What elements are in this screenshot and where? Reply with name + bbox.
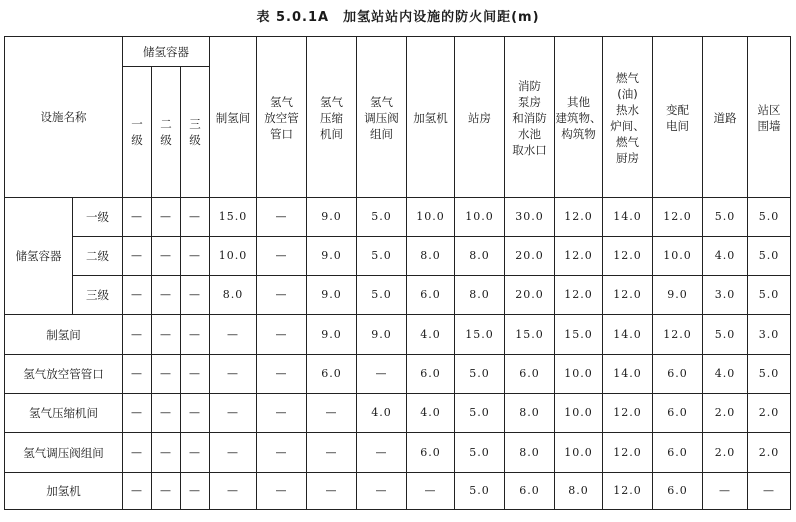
table-cell: 9.0 — [653, 276, 703, 315]
storage-group-header: 储氢容器 — [123, 37, 210, 67]
table-cell: — — [257, 198, 307, 237]
table-cell: 6.0 — [653, 394, 703, 433]
table-cell: — — [181, 315, 210, 355]
table-cell: 9.0 — [307, 237, 357, 276]
table-cell: 5.0 — [748, 276, 791, 315]
table-cell: — — [703, 473, 748, 510]
table-row — [5, 315, 791, 355]
table-cell: — — [152, 394, 181, 433]
table-cell: 10.0 — [653, 237, 703, 276]
table-cell: 5.0 — [703, 315, 748, 355]
table-cell: 4.0 — [357, 394, 407, 433]
table-cell: 4.0 — [703, 355, 748, 394]
table-cell: — — [748, 473, 791, 510]
table-cell: 14.0 — [603, 198, 653, 237]
table-cell: 9.0 — [307, 276, 357, 315]
table-cell: — — [407, 473, 455, 510]
table-cell: — — [257, 276, 307, 315]
table-row — [5, 355, 791, 394]
table-cell: 10.0 — [555, 394, 603, 433]
table-cell: 8.0 — [210, 276, 257, 315]
table-cell: — — [123, 355, 152, 394]
table-cell: — — [181, 276, 210, 315]
table-cell: — — [257, 315, 307, 355]
table-cell: 2.0 — [748, 433, 791, 473]
table-cell: 6.0 — [407, 276, 455, 315]
table-cell: 5.0 — [357, 198, 407, 237]
table-cell: 3.0 — [748, 315, 791, 355]
table-cell: 10.0 — [407, 198, 455, 237]
table-cell: — — [257, 473, 307, 510]
table-cell: 9.0 — [357, 315, 407, 355]
row-label: 制氢间 — [5, 315, 123, 355]
table-cell: 5.0 — [455, 433, 505, 473]
table-cell: — — [123, 237, 152, 276]
column-header: 站房 — [455, 37, 505, 198]
table-cell: 5.0 — [748, 355, 791, 394]
table-cell: 6.0 — [653, 355, 703, 394]
table-cell: 6.0 — [505, 355, 555, 394]
table-cell: — — [152, 315, 181, 355]
row-label: 一级 — [73, 198, 123, 237]
table-cell: — — [181, 433, 210, 473]
facility-name-header: 设施名称 — [5, 37, 123, 198]
table-row — [5, 433, 791, 473]
table-cell: 9.0 — [307, 198, 357, 237]
row-label: 氢气放空管管口 — [5, 355, 123, 394]
table-cell: 12.0 — [603, 394, 653, 433]
column-header: 加氢机 — [407, 37, 455, 198]
table-cell: 14.0 — [603, 355, 653, 394]
table-cell: — — [181, 198, 210, 237]
storage-row-label: 储氢容器 — [5, 198, 73, 315]
table-cell: 8.0 — [455, 237, 505, 276]
table-cell: — — [181, 394, 210, 433]
table-cell: — — [152, 276, 181, 315]
table-cell: 14.0 — [603, 315, 653, 355]
table-row — [5, 394, 791, 433]
row-label: 氢气调压阀组间 — [5, 433, 123, 473]
table-cell: 15.0 — [210, 198, 257, 237]
table-cell: — — [257, 433, 307, 473]
column-header: 氢气 压缩 机间 — [307, 37, 357, 198]
column-header: 燃气 (油) 热水 炉间、 燃气 厨房 — [603, 37, 653, 198]
table-cell: 30.0 — [505, 198, 555, 237]
table-cell: 6.0 — [407, 355, 455, 394]
table-cell: — — [210, 473, 257, 510]
table-cell: 5.0 — [357, 237, 407, 276]
row-label: 加氢机 — [5, 473, 123, 510]
table-row — [5, 237, 791, 276]
table-cell: 6.0 — [407, 433, 455, 473]
row-label: 二级 — [73, 237, 123, 276]
table-cell: 2.0 — [703, 394, 748, 433]
table-cell: — — [152, 198, 181, 237]
table-cell: 10.0 — [210, 237, 257, 276]
table-cell: 3.0 — [703, 276, 748, 315]
table-cell: 8.0 — [505, 394, 555, 433]
grade-header: 一 级 — [123, 67, 152, 198]
table-cell: — — [307, 394, 357, 433]
table-cell: 5.0 — [748, 237, 791, 276]
table-cell: 10.0 — [455, 198, 505, 237]
table-cell: 15.0 — [555, 315, 603, 355]
table-cell: 12.0 — [603, 433, 653, 473]
table-cell: — — [210, 394, 257, 433]
table-cell: — — [181, 355, 210, 394]
table-row — [5, 276, 791, 315]
column-header: 道路 — [703, 37, 748, 198]
column-header: 其他 建筑物、 构筑物 — [555, 37, 603, 198]
column-header: 制氢间 — [210, 37, 257, 198]
table-cell: 6.0 — [653, 473, 703, 510]
grade-header: 三 级 — [181, 67, 210, 198]
table-cell: 8.0 — [407, 237, 455, 276]
table-cell: 4.0 — [407, 315, 455, 355]
column-header: 变配 电间 — [653, 37, 703, 198]
table-cell: 12.0 — [603, 276, 653, 315]
table-cell: 8.0 — [455, 276, 505, 315]
table-cell: — — [152, 237, 181, 276]
table-cell: 12.0 — [653, 198, 703, 237]
table-cell: — — [152, 355, 181, 394]
table-cell: — — [357, 433, 407, 473]
table-cell: — — [307, 473, 357, 510]
table-row — [5, 198, 791, 237]
table-cell: 12.0 — [555, 198, 603, 237]
table-cell: 6.0 — [307, 355, 357, 394]
column-header: 站区 围墙 — [748, 37, 791, 198]
table-cell: 5.0 — [703, 198, 748, 237]
table-cell: 12.0 — [603, 473, 653, 510]
table-cell: — — [257, 237, 307, 276]
grade-header: 二 级 — [152, 67, 181, 198]
table-cell: — — [123, 433, 152, 473]
table-cell: 10.0 — [555, 433, 603, 473]
table-cell: 8.0 — [505, 433, 555, 473]
row-label: 氢气压缩机间 — [5, 394, 123, 433]
column-header: 氢气 调压阀 组间 — [357, 37, 407, 198]
table-cell: 15.0 — [505, 315, 555, 355]
table-cell: — — [181, 473, 210, 510]
table-cell: 6.0 — [505, 473, 555, 510]
table-cell: 6.0 — [653, 433, 703, 473]
fire-distance-table — [4, 36, 791, 510]
table-cell: — — [181, 237, 210, 276]
header-row-1 — [5, 37, 791, 67]
table-cell: 5.0 — [357, 276, 407, 315]
table-cell: 5.0 — [455, 394, 505, 433]
table-cell: — — [123, 473, 152, 510]
table-cell: — — [257, 355, 307, 394]
column-header: 消防 泵房 和消防 水池 取水口 — [505, 37, 555, 198]
table-cell: 9.0 — [307, 315, 357, 355]
table-cell: — — [210, 355, 257, 394]
table-cell: — — [357, 355, 407, 394]
table-cell: 12.0 — [555, 276, 603, 315]
table-cell: 5.0 — [455, 473, 505, 510]
table-cell: — — [123, 394, 152, 433]
table-cell: — — [257, 394, 307, 433]
table-cell: 20.0 — [505, 237, 555, 276]
table-cell: 12.0 — [603, 237, 653, 276]
column-header: 氢气 放空管 管口 — [257, 37, 307, 198]
table-cell: 5.0 — [748, 198, 791, 237]
table-cell: 15.0 — [455, 315, 505, 355]
table-cell: — — [307, 433, 357, 473]
table-cell: — — [210, 433, 257, 473]
table-cell: 12.0 — [653, 315, 703, 355]
table-cell: — — [123, 198, 152, 237]
table-cell: — — [123, 276, 152, 315]
table-cell: 12.0 — [555, 237, 603, 276]
table-row — [5, 473, 791, 510]
table-cell: 20.0 — [505, 276, 555, 315]
table-cell: — — [357, 473, 407, 510]
table-cell: 8.0 — [555, 473, 603, 510]
table-cell: 2.0 — [703, 433, 748, 473]
table-cell: — — [152, 433, 181, 473]
table-title: 表 5.0.1A 加氢站站内设施的防火间距(m) — [256, 10, 540, 25]
table-cell: 4.0 — [703, 237, 748, 276]
table-cell: 4.0 — [407, 394, 455, 433]
table-cell: — — [152, 473, 181, 510]
table-cell: — — [210, 315, 257, 355]
table-cell: — — [123, 315, 152, 355]
table-cell: 2.0 — [748, 394, 791, 433]
table-cell: 10.0 — [555, 355, 603, 394]
row-label: 三级 — [73, 276, 123, 315]
table-cell: 5.0 — [455, 355, 505, 394]
